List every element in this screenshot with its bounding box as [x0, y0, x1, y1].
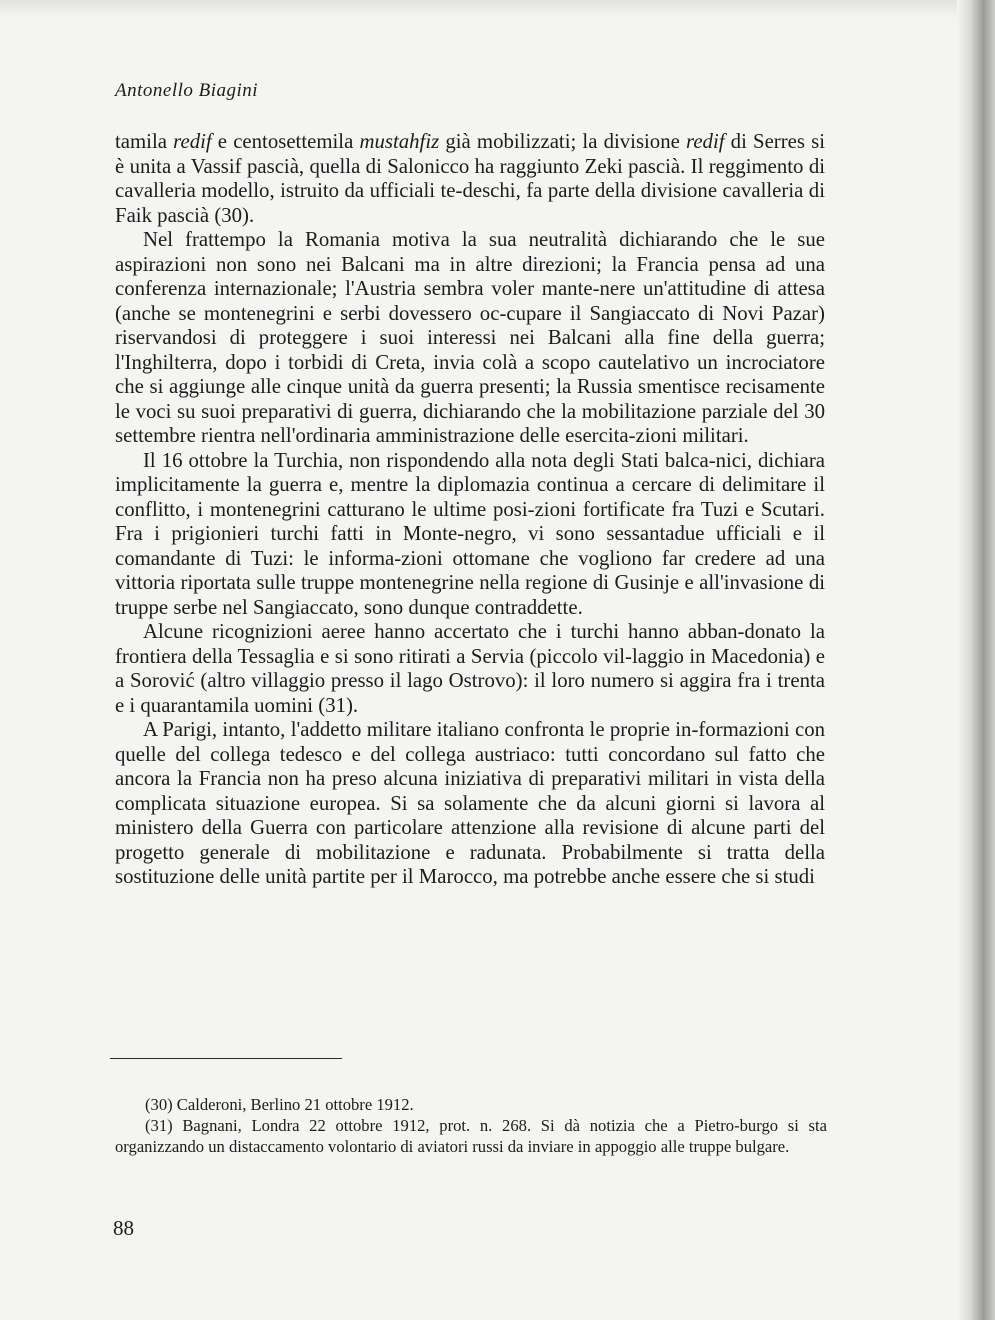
text-run: Il 16 ottobre la Turchia, non rispondendo alla nota degli Stati balca-nici, dichiara implicitamente la guerra e, mentre la diplomazia continua a cercare di delimitare il conflitto, i montenegrini catturano le ultime posi-zioni fortificate fra Tuzi e Scutari. Fra i prigionieri turchi fatti in Monte-negro, vi sono sessantadue ufficiali e il comandante di Tuzi: le informa-zioni ottomane che vogliono far credere ad una vittoria riportata sulle truppe montenegrine nella regione di Gusinje e all'invasione di truppe serbe nel Sangiaccato, sono dunque contraddette. [115, 448, 825, 619]
paragraph [115, 130, 825, 228]
scan-top-shadow [0, 0, 995, 18]
footnote: (30) Calderoni, Berlino 21 ottobre 1912. [145, 1095, 414, 1114]
paragraph [115, 620, 825, 718]
text-run: già mobilizzati; la divisione [439, 130, 686, 153]
text-run: Alcune ricognizioni aeree hanno accertato che i turchi hanno abban-donato la frontiera della Tessaglia e si sono ritirati a Servia (piccolo vil-laggio in Macedonia) e a Sorović (altro villaggio presso il lago Ostrovo): il loro numero si aggira fra i trenta e i quarantamila uomini (31). [115, 620, 825, 717]
text-run: A Parigi, intanto, l'addetto militare italiano confronta le proprie in-formazioni con quelle del collega tedesco e del collega austriaco: tutti concordano sul fatto che ancora la Francia non ha preso alcuna iniziativa di preparativi militari in vista della complicata situazione europea. Si sa solamente che da alcuni giorni si lavora al ministero della Guerra con particolare attenzione alla revisione di alcune parti del progetto generale di mobilitazione e radunata. Probabilmente si tratta della sostituzione delle unità partite per il Marocco, ma potrebbe anche essere che si studi [115, 718, 825, 888]
running-head: Antonello Biagini [115, 80, 259, 101]
footnotes [115, 1094, 827, 1157]
text-run: e centosettemila [211, 130, 360, 153]
footnote-separator [110, 1058, 342, 1059]
italic-term: redif [173, 130, 212, 153]
text-run: di Serres si è unita a Vassif pascià, quella di Salonicco ha raggiunto Zeki pascià. Il reggimento di cavalleria modello, istruito da ufficiali te-deschi, fa parte della divisione cavalleria di Faik pascià (30). [115, 130, 826, 227]
paragraph [115, 228, 825, 449]
footnote: (31) Bagnani, Londra 22 ottobre 1912, prot. n. 268. Si dà notizia che a Pietro-burgo si sta organizzando un distaccamento volontario di aviatori russi da inviare in appoggio alle truppe bulgare. [115, 1116, 827, 1156]
text-run: tamila [115, 130, 174, 153]
italic-term: mustahfiz [359, 130, 440, 153]
paragraph [115, 449, 825, 621]
italic-term: redif [686, 130, 725, 153]
text-run: Nel frattempo la Romania motiva la sua neutralità dichiarando che le sue aspirazioni non sono nei Balcani ma in altre direzioni; la Francia pensa ad una conferenza internazionale; l'Austria sembra voler mante-nere un'attitudine di attesa (anche se montenegrini e serbi dovessero oc-cupare il Sangiaccato di Novi Pazar) riservandosi di proteggere i suoi interessi nei Balcani alla fine della guerra; l'Inghilterra, dopo i torbidi di Creta, invia colà a scopo cautelativo un incrociatore che si aggiunge alle cinque unità da guerra presenti; la Russia smentisce recisamente le voci su suoi preparativi di guerra, dichiarando che la mobilitazione parziale del 30 settembre rientra nell'ordinaria amministrazione delle esercita-zioni militari. [115, 228, 825, 447]
scan-binding-shadow [957, 0, 995, 1320]
paragraph [115, 718, 825, 890]
page-number: 88 [113, 1216, 134, 1240]
body-text [115, 130, 825, 890]
